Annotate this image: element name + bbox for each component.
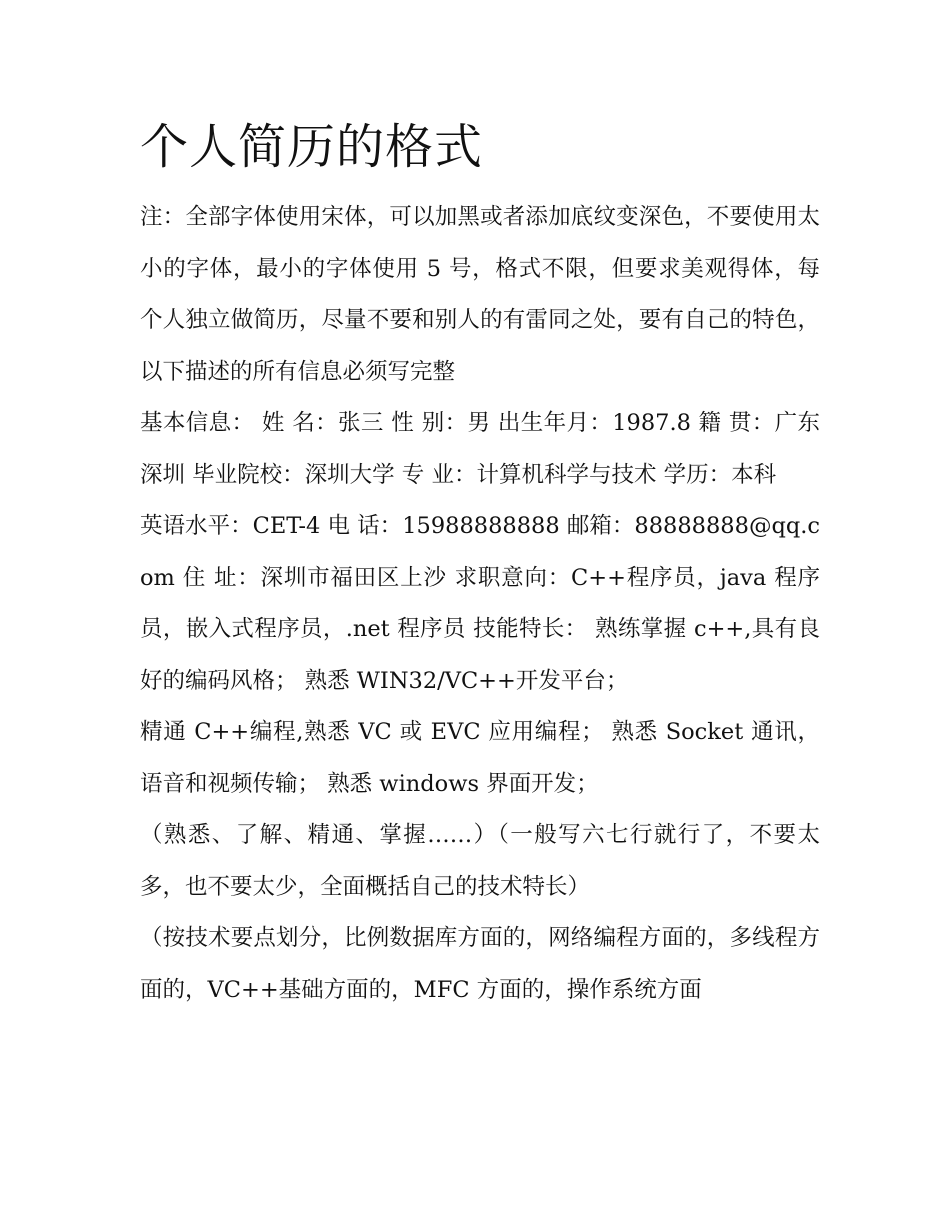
basic-info-paragraph: 基本信息： 姓 名：张三 性 别：男 出生年月：1987.8 籍 贯：广东深圳 毕业院校：深圳大学 专 业：计算机科学与技术 学历：本科 xyxy=(140,410,820,488)
tech-division-paragraph: （按技术要点划分，比例数据库方面的，网络编程方面的，多线程方面的，VC++基础方面的，MFC 方面的，操作系统方面 xyxy=(140,925,820,1003)
document-title: 个人简历的格式 xyxy=(140,119,484,175)
document-page xyxy=(140,112,820,1016)
contact-skills-paragraph: 英语水平：CET-4 电 话：15988888888 邮箱：88888888@qq.com 住 址：深圳市福田区上沙 求职意向：C++程序员，java 程序员，嵌入式程序员，.net 程序员 技能特长： 熟练掌握 c++,具有良好的编码风格； 熟悉 WIN32/VC++开发平台； xyxy=(140,513,820,694)
note-paragraph: 注：全部字体使用宋体，可以加黑或者添加底纹变深色，不要使用太小的字体，最小的字体使用 5 号，格式不限，但要求美观得体，每个人独立做简历，尽量不要和别人的有雷同之处，要有自己的特色，以下描述的所有信息必须写完整 xyxy=(140,204,820,385)
skills-note-paragraph: （熟悉、了解、精通、掌握……）（一般写六七行就行了，不要太多，也不要太少，全面概括自己的技术特长） xyxy=(140,822,820,900)
proficiency-paragraph: 精通 C++编程,熟悉 VC 或 EVC 应用编程； 熟悉 Socket 通讯，语音和视频传输； 熟悉 windows 界面开发； xyxy=(140,719,820,797)
